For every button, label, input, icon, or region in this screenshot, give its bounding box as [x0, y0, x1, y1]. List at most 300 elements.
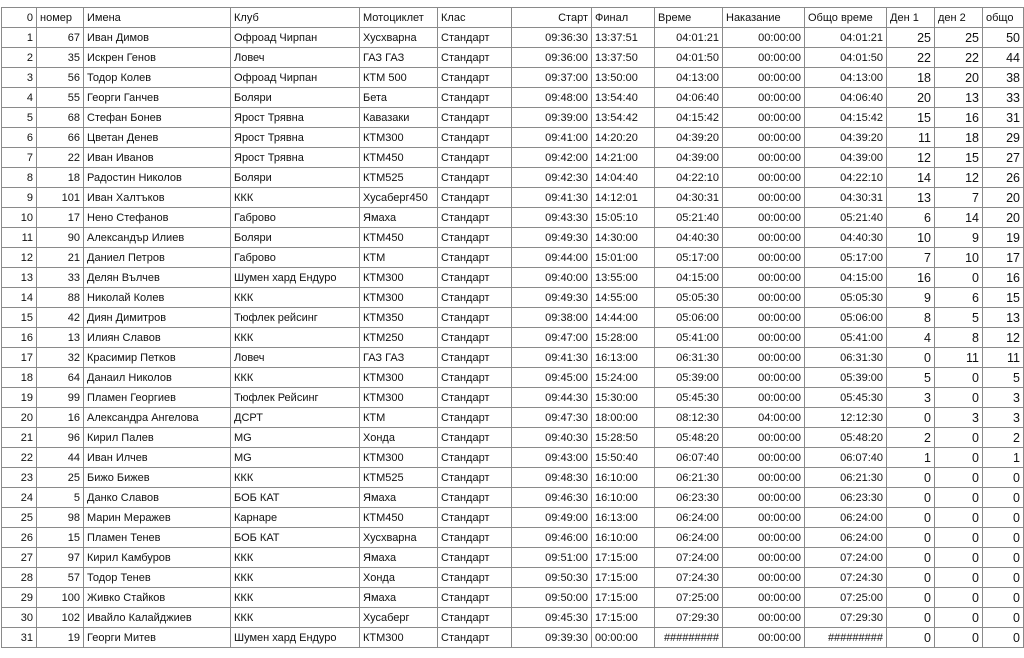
cell-club: ККК: [231, 188, 360, 208]
cell-start: 09:48:30: [512, 468, 592, 488]
header-cell-day2: ден 2: [935, 8, 983, 28]
cell-day2: 16: [935, 108, 983, 128]
table-row: [2, 248, 1024, 268]
cell-club: Тюфлек рейсинг: [231, 308, 360, 328]
cell-motorcycle: КТМ300: [360, 448, 438, 468]
cell-name: Данаил Николов: [84, 368, 231, 388]
cell-time: 04:13:00: [655, 68, 723, 88]
cell-time: 07:29:30: [655, 608, 723, 628]
cell-finish: 14:12:01: [592, 188, 655, 208]
cell-finish: 13:50:00: [592, 68, 655, 88]
cell-time: 04:39:20: [655, 128, 723, 148]
cell-finish: 14:30:00: [592, 228, 655, 248]
cell-class: Стандарт: [438, 468, 512, 488]
cell-class: Стандарт: [438, 508, 512, 528]
cell-name: Георги Митев: [84, 628, 231, 648]
cell-total: 0: [983, 508, 1024, 528]
cell-index: 26: [2, 528, 37, 548]
cell-penalty: 00:00:00: [723, 68, 805, 88]
cell-total-time: 04:30:31: [805, 188, 887, 208]
cell-motorcycle: КТМ300: [360, 268, 438, 288]
cell-motorcycle: Бета: [360, 88, 438, 108]
cell-class: Стандарт: [438, 328, 512, 348]
cell-start: 09:42:30: [512, 168, 592, 188]
cell-finish: 15:28:50: [592, 428, 655, 448]
cell-day1: 3: [887, 388, 935, 408]
cell-motorcycle: КТМ300: [360, 128, 438, 148]
cell-club: БОБ КАТ: [231, 528, 360, 548]
cell-penalty: 00:00:00: [723, 348, 805, 368]
cell-number: 66: [37, 128, 84, 148]
cell-penalty: 00:00:00: [723, 188, 805, 208]
cell-name: Даниел Петров: [84, 248, 231, 268]
table-row: [2, 368, 1024, 388]
cell-total: 17: [983, 248, 1024, 268]
cell-day1: 16: [887, 268, 935, 288]
cell-class: Стандарт: [438, 628, 512, 648]
cell-finish: 15:30:00: [592, 388, 655, 408]
cell-number: 102: [37, 608, 84, 628]
cell-day2: 0: [935, 448, 983, 468]
cell-motorcycle: Хусхварна: [360, 528, 438, 548]
header-cell-time: Време: [655, 8, 723, 28]
cell-day2: 12: [935, 168, 983, 188]
cell-motorcycle: Хусаберг450: [360, 188, 438, 208]
cell-day2: 7: [935, 188, 983, 208]
table-row: [2, 488, 1024, 508]
cell-number: 22: [37, 148, 84, 168]
cell-name: Красимир Петков: [84, 348, 231, 368]
cell-number: 57: [37, 568, 84, 588]
cell-index: 30: [2, 608, 37, 628]
cell-motorcycle: КТМ450: [360, 508, 438, 528]
cell-number: 13: [37, 328, 84, 348]
cell-total-time: 04:01:21: [805, 28, 887, 48]
cell-day1: 18: [887, 68, 935, 88]
cell-name: Иван Иванов: [84, 148, 231, 168]
cell-time: 06:23:30: [655, 488, 723, 508]
cell-day2: 0: [935, 588, 983, 608]
cell-total-time: 06:24:00: [805, 508, 887, 528]
cell-time: 05:41:00: [655, 328, 723, 348]
table-row: [2, 148, 1024, 168]
header-cell-motorcycle: Мотоциклет: [360, 8, 438, 28]
cell-total: 12: [983, 328, 1024, 348]
cell-number: 44: [37, 448, 84, 468]
cell-day2: 8: [935, 328, 983, 348]
cell-number: 90: [37, 228, 84, 248]
cell-total: 3: [983, 388, 1024, 408]
cell-time: 04:06:40: [655, 88, 723, 108]
cell-total: 44: [983, 48, 1024, 68]
cell-total-time: 06:23:30: [805, 488, 887, 508]
cell-motorcycle: КТМ300: [360, 288, 438, 308]
cell-day2: 15: [935, 148, 983, 168]
cell-total: 20: [983, 208, 1024, 228]
cell-day2: 0: [935, 628, 983, 648]
cell-start: 09:50:00: [512, 588, 592, 608]
cell-index: 9: [2, 188, 37, 208]
cell-total: 20: [983, 188, 1024, 208]
cell-day1: 8: [887, 308, 935, 328]
cell-total: 31: [983, 108, 1024, 128]
cell-day2: 18: [935, 128, 983, 148]
cell-motorcycle: КТМ525: [360, 168, 438, 188]
cell-day2: 0: [935, 368, 983, 388]
table-row: [2, 228, 1024, 248]
cell-day1: 0: [887, 628, 935, 648]
cell-day1: 0: [887, 568, 935, 588]
table-row: [2, 28, 1024, 48]
cell-day1: 6: [887, 208, 935, 228]
cell-time: 07:24:30: [655, 568, 723, 588]
cell-finish: 15:24:00: [592, 368, 655, 388]
table-row: [2, 348, 1024, 368]
cell-time: 05:39:00: [655, 368, 723, 388]
cell-name: Стефан Бонев: [84, 108, 231, 128]
cell-motorcycle: Ямаха: [360, 548, 438, 568]
header-cell-class: Клас: [438, 8, 512, 28]
cell-club: Карнаре: [231, 508, 360, 528]
cell-club: Ярост Трявна: [231, 108, 360, 128]
cell-number: 18: [37, 168, 84, 188]
cell-day1: 1: [887, 448, 935, 468]
table-row: [2, 408, 1024, 428]
cell-club: ККК: [231, 368, 360, 388]
cell-name: Нено Стефанов: [84, 208, 231, 228]
cell-class: Стандарт: [438, 588, 512, 608]
cell-penalty: 00:00:00: [723, 488, 805, 508]
cell-start: 09:44:30: [512, 388, 592, 408]
cell-start: 09:46:30: [512, 488, 592, 508]
cell-motorcycle: КТМ450: [360, 228, 438, 248]
cell-time: 05:17:00: [655, 248, 723, 268]
cell-time: 04:39:00: [655, 148, 723, 168]
table-row: [2, 328, 1024, 348]
cell-index: 29: [2, 588, 37, 608]
cell-penalty: 00:00:00: [723, 548, 805, 568]
cell-start: 09:47:00: [512, 328, 592, 348]
cell-penalty: 00:00:00: [723, 588, 805, 608]
cell-class: Стандарт: [438, 188, 512, 208]
cell-motorcycle: КТМ300: [360, 368, 438, 388]
cell-motorcycle: КТМ300: [360, 388, 438, 408]
cell-club: Ярост Трявна: [231, 148, 360, 168]
cell-start: 09:41:30: [512, 188, 592, 208]
cell-club: Боляри: [231, 228, 360, 248]
cell-day2: 22: [935, 48, 983, 68]
cell-index: 5: [2, 108, 37, 128]
cell-finish: 17:15:00: [592, 568, 655, 588]
cell-start: 09:46:00: [512, 528, 592, 548]
cell-class: Стандарт: [438, 88, 512, 108]
table-row: [2, 508, 1024, 528]
cell-name: Живко Стайков: [84, 588, 231, 608]
cell-index: 20: [2, 408, 37, 428]
cell-motorcycle: КТМ: [360, 248, 438, 268]
cell-class: Стандарт: [438, 368, 512, 388]
cell-finish: 15:50:40: [592, 448, 655, 468]
cell-day2: 0: [935, 468, 983, 488]
cell-total: 0: [983, 488, 1024, 508]
cell-club: БОБ КАТ: [231, 488, 360, 508]
cell-finish: 13:54:42: [592, 108, 655, 128]
cell-index: 28: [2, 568, 37, 588]
cell-time: 05:45:30: [655, 388, 723, 408]
cell-name: Илиян Славов: [84, 328, 231, 348]
cell-day1: 25: [887, 28, 935, 48]
cell-number: 98: [37, 508, 84, 528]
cell-day1: 0: [887, 408, 935, 428]
cell-number: 15: [37, 528, 84, 548]
cell-name: Диян Димитров: [84, 308, 231, 328]
cell-day2: 10: [935, 248, 983, 268]
cell-number: 100: [37, 588, 84, 608]
table-row: [2, 288, 1024, 308]
cell-total-time: 05:05:30: [805, 288, 887, 308]
cell-total-time: 04:39:20: [805, 128, 887, 148]
cell-penalty: 00:00:00: [723, 168, 805, 188]
cell-start: 09:40:30: [512, 428, 592, 448]
table-row: [2, 468, 1024, 488]
cell-number: 88: [37, 288, 84, 308]
cell-index: 11: [2, 228, 37, 248]
cell-total-time: 04:13:00: [805, 68, 887, 88]
cell-total-time: 07:24:00: [805, 548, 887, 568]
cell-finish: 14:21:00: [592, 148, 655, 168]
cell-index: 2: [2, 48, 37, 68]
cell-motorcycle: Хусхварна: [360, 28, 438, 48]
cell-start: 09:51:00: [512, 548, 592, 568]
cell-day1: 7: [887, 248, 935, 268]
cell-index: 23: [2, 468, 37, 488]
cell-index: 3: [2, 68, 37, 88]
cell-start: 09:44:00: [512, 248, 592, 268]
cell-name: Цветан Денев: [84, 128, 231, 148]
header-cell-total-time: Общо време: [805, 8, 887, 28]
cell-penalty: 00:00:00: [723, 328, 805, 348]
cell-index: 4: [2, 88, 37, 108]
cell-number: 67: [37, 28, 84, 48]
header-cell-number: номер: [37, 8, 84, 28]
cell-total-time: 05:21:40: [805, 208, 887, 228]
cell-day2: 11: [935, 348, 983, 368]
cell-start: 09:38:00: [512, 308, 592, 328]
cell-total: 1: [983, 448, 1024, 468]
results-table: [1, 7, 1024, 648]
cell-total-time: 07:24:30: [805, 568, 887, 588]
cell-motorcycle: ГАЗ ГАЗ: [360, 348, 438, 368]
cell-index: 14: [2, 288, 37, 308]
cell-club: MG: [231, 448, 360, 468]
cell-start: 09:41:00: [512, 128, 592, 148]
cell-finish: 14:44:00: [592, 308, 655, 328]
cell-time: 05:21:40: [655, 208, 723, 228]
cell-motorcycle: Хусаберг: [360, 608, 438, 628]
table-row: [2, 48, 1024, 68]
cell-name: Иван Димов: [84, 28, 231, 48]
table-row: [2, 548, 1024, 568]
cell-class: Стандарт: [438, 348, 512, 368]
cell-club: Тюфлек Рейсинг: [231, 388, 360, 408]
cell-start: 09:41:30: [512, 348, 592, 368]
cell-total-time: 06:07:40: [805, 448, 887, 468]
cell-start: 09:36:30: [512, 28, 592, 48]
cell-number: 25: [37, 468, 84, 488]
cell-finish: 13:55:00: [592, 268, 655, 288]
cell-penalty: 00:00:00: [723, 368, 805, 388]
cell-index: 25: [2, 508, 37, 528]
cell-day1: 0: [887, 488, 935, 508]
cell-penalty: 00:00:00: [723, 288, 805, 308]
cell-total: 3: [983, 408, 1024, 428]
cell-penalty: 00:00:00: [723, 88, 805, 108]
cell-total-time: 05:48:20: [805, 428, 887, 448]
cell-name: Тодор Тенев: [84, 568, 231, 588]
cell-finish: 16:10:00: [592, 488, 655, 508]
cell-finish: 13:54:40: [592, 88, 655, 108]
cell-index: 31: [2, 628, 37, 648]
cell-day2: 20: [935, 68, 983, 88]
cell-number: 55: [37, 88, 84, 108]
cell-index: 12: [2, 248, 37, 268]
cell-number: 68: [37, 108, 84, 128]
cell-day2: 0: [935, 608, 983, 628]
cell-name: Искрен Генов: [84, 48, 231, 68]
cell-club: ККК: [231, 468, 360, 488]
cell-club: Габрово: [231, 208, 360, 228]
cell-finish: 17:15:00: [592, 608, 655, 628]
table-row: [2, 168, 1024, 188]
cell-start: 09:49:30: [512, 228, 592, 248]
cell-total: 38: [983, 68, 1024, 88]
cell-index: 21: [2, 428, 37, 448]
cell-club: ККК: [231, 288, 360, 308]
cell-motorcycle: Хонда: [360, 568, 438, 588]
cell-motorcycle: Ямаха: [360, 488, 438, 508]
table-row: [2, 108, 1024, 128]
cell-total-time: 05:17:00: [805, 248, 887, 268]
cell-name: Марин Меражев: [84, 508, 231, 528]
cell-total-time: 04:15:00: [805, 268, 887, 288]
cell-penalty: 00:00:00: [723, 528, 805, 548]
cell-finish: 13:37:51: [592, 28, 655, 48]
cell-penalty: 00:00:00: [723, 28, 805, 48]
cell-total-time: 06:21:30: [805, 468, 887, 488]
cell-day1: 0: [887, 508, 935, 528]
cell-time: 04:01:50: [655, 48, 723, 68]
cell-total: 0: [983, 628, 1024, 648]
cell-total-time: 05:39:00: [805, 368, 887, 388]
cell-index: 1: [2, 28, 37, 48]
cell-number: 64: [37, 368, 84, 388]
cell-time: 08:12:30: [655, 408, 723, 428]
cell-time: 05:05:30: [655, 288, 723, 308]
cell-index: 6: [2, 128, 37, 148]
cell-name: Пламен Тенев: [84, 528, 231, 548]
cell-start: 09:50:30: [512, 568, 592, 588]
cell-penalty: 00:00:00: [723, 568, 805, 588]
cell-time: 04:15:00: [655, 268, 723, 288]
cell-time: 07:25:00: [655, 588, 723, 608]
cell-number: 97: [37, 548, 84, 568]
cell-day1: 0: [887, 588, 935, 608]
table-row: [2, 588, 1024, 608]
cell-class: Стандарт: [438, 408, 512, 428]
cell-start: 09:36:00: [512, 48, 592, 68]
cell-start: 09:37:00: [512, 68, 592, 88]
cell-time: 04:15:42: [655, 108, 723, 128]
cell-index: 8: [2, 168, 37, 188]
cell-penalty: 00:00:00: [723, 468, 805, 488]
cell-day1: 5: [887, 368, 935, 388]
cell-total-time: 04:22:10: [805, 168, 887, 188]
cell-name: Кирил Палев: [84, 428, 231, 448]
cell-total-time: 05:06:00: [805, 308, 887, 328]
cell-finish: 13:37:50: [592, 48, 655, 68]
cell-motorcycle: Кавазаки: [360, 108, 438, 128]
cell-start: 09:48:00: [512, 88, 592, 108]
cell-penalty: 00:00:00: [723, 148, 805, 168]
table-row: [2, 268, 1024, 288]
cell-total: 0: [983, 528, 1024, 548]
cell-finish: 16:10:00: [592, 468, 655, 488]
cell-time: 04:30:31: [655, 188, 723, 208]
cell-class: Стандарт: [438, 48, 512, 68]
cell-motorcycle: КТМ350: [360, 308, 438, 328]
cell-time: 04:22:10: [655, 168, 723, 188]
cell-time: 06:31:30: [655, 348, 723, 368]
cell-time: 06:24:00: [655, 528, 723, 548]
table-row: [2, 628, 1024, 648]
cell-total-time: 04:01:50: [805, 48, 887, 68]
cell-class: Стандарт: [438, 128, 512, 148]
cell-time: #########: [655, 628, 723, 648]
cell-penalty: 00:00:00: [723, 268, 805, 288]
cell-class: Стандарт: [438, 68, 512, 88]
cell-total-time: 04:40:30: [805, 228, 887, 248]
cell-number: 35: [37, 48, 84, 68]
cell-class: Стандарт: [438, 448, 512, 468]
cell-start: 09:49:30: [512, 288, 592, 308]
cell-day1: 9: [887, 288, 935, 308]
cell-name: Тодор Колев: [84, 68, 231, 88]
cell-day2: 0: [935, 508, 983, 528]
cell-class: Стандарт: [438, 568, 512, 588]
cell-total-time: #########: [805, 628, 887, 648]
cell-class: Стандарт: [438, 168, 512, 188]
cell-club: ККК: [231, 548, 360, 568]
cell-day1: 15: [887, 108, 935, 128]
cell-finish: 14:04:40: [592, 168, 655, 188]
cell-class: Стандарт: [438, 248, 512, 268]
table-row: [2, 308, 1024, 328]
table-row: [2, 388, 1024, 408]
cell-class: Стандарт: [438, 288, 512, 308]
cell-penalty: 00:00:00: [723, 428, 805, 448]
cell-total: 0: [983, 588, 1024, 608]
cell-motorcycle: Ямаха: [360, 588, 438, 608]
cell-index: 27: [2, 548, 37, 568]
cell-class: Стандарт: [438, 548, 512, 568]
cell-number: 101: [37, 188, 84, 208]
cell-club: Габрово: [231, 248, 360, 268]
cell-penalty: 00:00:00: [723, 508, 805, 528]
cell-total-time: 12:12:30: [805, 408, 887, 428]
cell-start: 09:39:30: [512, 628, 592, 648]
cell-club: Боляри: [231, 168, 360, 188]
cell-number: 5: [37, 488, 84, 508]
